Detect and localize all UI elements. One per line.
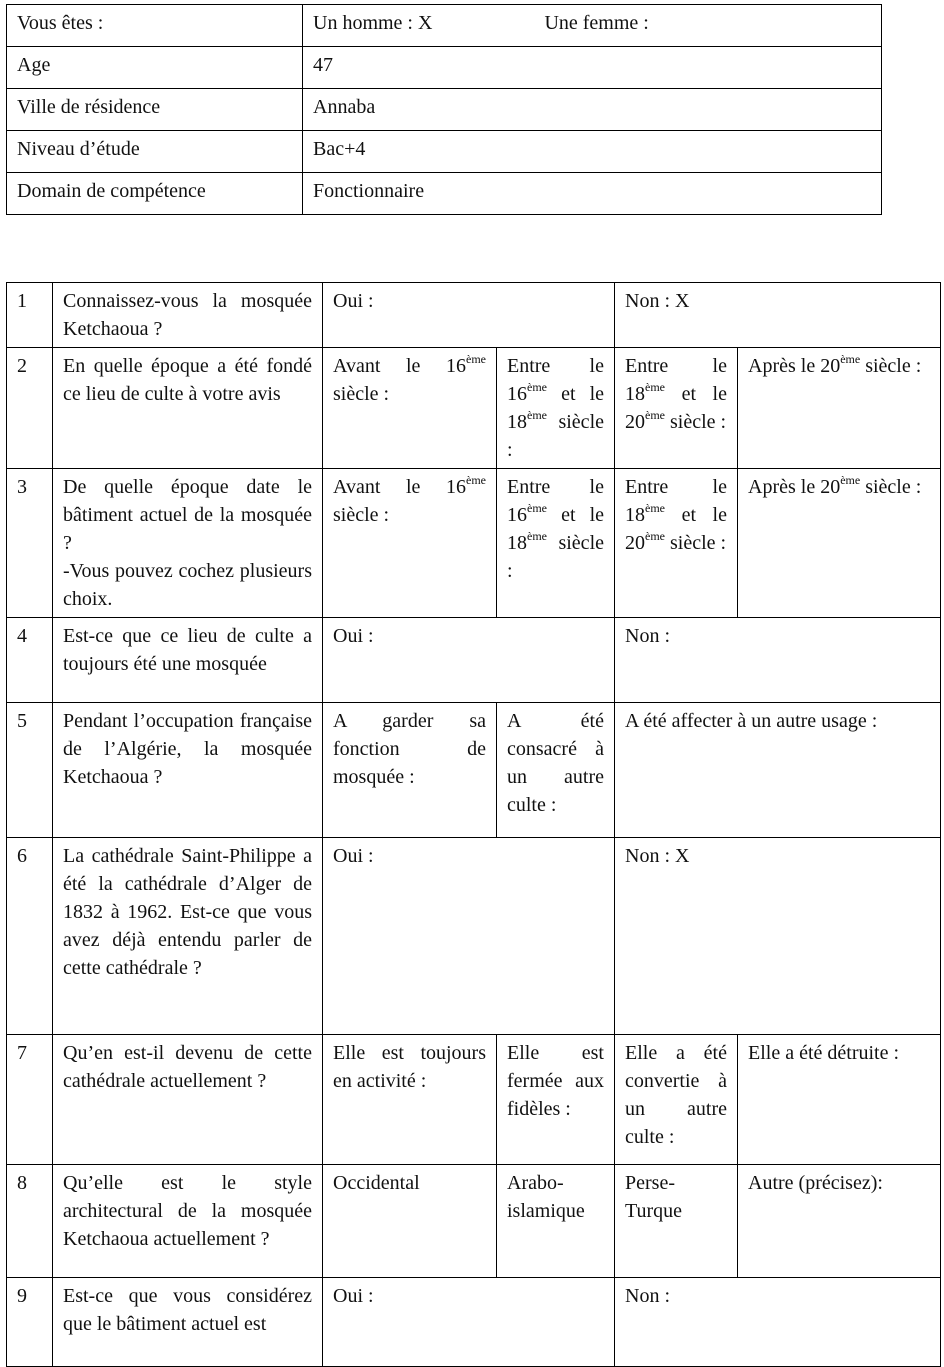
- answer-no[interactable]: Non :: [615, 618, 941, 703]
- question-row-9: [7, 1278, 941, 1367]
- answer-yes[interactable]: Oui :: [323, 838, 615, 1035]
- question-text: Qu’en est-il devenu de cette cathédrale actuellement ?: [53, 1035, 323, 1165]
- question-row-3: [7, 469, 941, 618]
- answer-16th-18th[interactable]: Entre le 16ème et le 18ème siècle :: [497, 348, 615, 469]
- question-number: 7: [7, 1035, 53, 1165]
- answer-yes[interactable]: Oui :: [323, 283, 615, 348]
- answer-no[interactable]: Non : X: [615, 838, 941, 1035]
- question-number: 2: [7, 348, 53, 469]
- answer-after-20th[interactable]: Après le 20ème siècle :: [738, 469, 941, 618]
- question-row-6: [7, 838, 941, 1035]
- answer-18th-20th[interactable]: Entre le 18ème et le 20ème siècle :: [615, 348, 738, 469]
- info-row-sex: [7, 5, 882, 47]
- answer-other[interactable]: Autre (précisez):: [738, 1165, 941, 1278]
- answer-before-16th[interactable]: Avant le 16ème siècle :: [323, 469, 497, 618]
- sex-woman: Une femme :: [544, 12, 649, 34]
- question-row-2: [7, 348, 941, 469]
- info-label: Domain de compétence: [7, 173, 303, 215]
- answer-before-16th[interactable]: Avant le 16ème siècle :: [323, 348, 497, 469]
- question-number: 9: [7, 1278, 53, 1367]
- info-value: Bac+4: [303, 131, 882, 173]
- answer-yes[interactable]: Oui :: [323, 1278, 615, 1367]
- question-text: Connaissez-vous la mosquée Ketchaoua ?: [53, 283, 323, 348]
- question-number: 5: [7, 703, 53, 838]
- question-text: Qu’elle est le style architectural de la mosquée Ketchaoua actuellement ?: [53, 1165, 323, 1278]
- answer-destroyed[interactable]: Elle a été détruite :: [738, 1035, 941, 1165]
- answer-16th-18th[interactable]: Entre le 16ème et le 18ème siècle :: [497, 469, 615, 618]
- question-row-8: [7, 1165, 941, 1278]
- answer-other-use[interactable]: A été affecter à un autre usage :: [615, 703, 941, 838]
- answer-other-worship[interactable]: A été consacré à un autre culte :: [497, 703, 615, 838]
- answer-kept-mosque[interactable]: A garder sa fonction de mosquée :: [323, 703, 497, 838]
- answer-no[interactable]: Non : X: [615, 283, 941, 348]
- question-number: 8: [7, 1165, 53, 1278]
- question-text: En quelle époque a été fondé ce lieu de culte à votre avis: [53, 348, 323, 469]
- question-number: 4: [7, 618, 53, 703]
- question-number: 6: [7, 838, 53, 1035]
- question-row-4: [7, 618, 941, 703]
- info-row-age: [7, 47, 882, 89]
- question-row-5: [7, 703, 941, 838]
- info-value: Annaba: [303, 89, 882, 131]
- answer-no[interactable]: Non :: [615, 1278, 941, 1367]
- info-label: Niveau d’étude: [7, 131, 303, 173]
- answer-arabo-islamic[interactable]: Arabo-islamique: [497, 1165, 615, 1278]
- question-row-1: [7, 283, 941, 348]
- question-row-7: [7, 1035, 941, 1165]
- info-row-domain: [7, 173, 882, 215]
- info-value: Fonctionnaire: [303, 173, 882, 215]
- respondent-info-table: [6, 4, 882, 215]
- answer-still-active[interactable]: Elle est toujours en activité :: [323, 1035, 497, 1165]
- answer-perse-turque[interactable]: Perse-Turque: [615, 1165, 738, 1278]
- info-value: 47: [303, 47, 882, 89]
- info-label: Ville de résidence: [7, 89, 303, 131]
- question-text: Est-ce que ce lieu de culte a toujours été une mosquée: [53, 618, 323, 703]
- answer-after-20th[interactable]: Après le 20ème siècle :: [738, 348, 941, 469]
- answer-converted[interactable]: Elle a été convertie à un autre culte :: [615, 1035, 738, 1165]
- question-text: De quelle époque date le bâtiment actuel de la mosquée ? -Vous pouvez cochez plusieurs choix.: [53, 469, 323, 618]
- info-label: Vous êtes :: [7, 5, 303, 47]
- questionnaire-table: [6, 282, 941, 1367]
- question-text: Pendant l’occupation française de l’Algérie, la mosquée Ketchaoua ?: [53, 703, 323, 838]
- info-row-city: [7, 89, 882, 131]
- question-number: 3: [7, 469, 53, 618]
- question-text: La cathédrale Saint-Philippe a été la cathédrale d’Alger de 1832 à 1962. Est-ce que vous avez déjà entendu parler de cette cathédrale ?: [53, 838, 323, 1035]
- info-row-education: [7, 131, 882, 173]
- sex-man: Un homme : X: [313, 12, 433, 34]
- answer-yes[interactable]: Oui :: [323, 618, 615, 703]
- info-label: Age: [7, 47, 303, 89]
- answer-18th-20th[interactable]: Entre le 18ème et le 20ème siècle :: [615, 469, 738, 618]
- answer-closed[interactable]: Elle est fermée aux fidèles :: [497, 1035, 615, 1165]
- info-value: [303, 5, 882, 47]
- question-text: Est-ce que vous considérez que le bâtiment actuel est: [53, 1278, 323, 1367]
- answer-occidental[interactable]: Occidental: [323, 1165, 497, 1278]
- question-number: 1: [7, 283, 53, 348]
